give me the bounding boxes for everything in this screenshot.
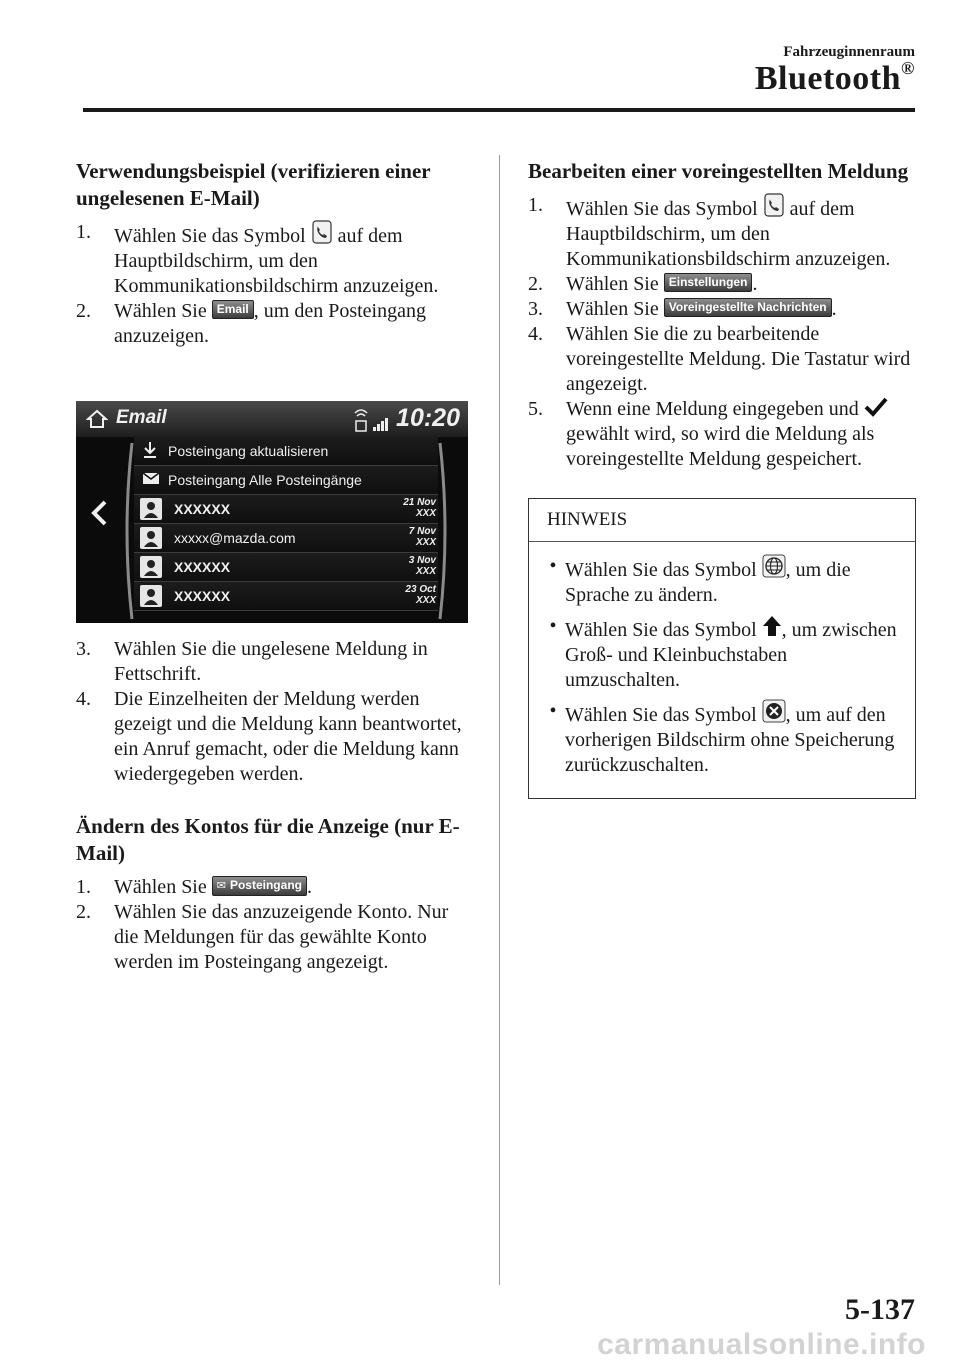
- steps-change-account: [76, 875, 468, 975]
- table-row[interactable]: [134, 553, 438, 582]
- person-icon: [140, 585, 162, 607]
- chapter-title-text: Bluetooth: [754, 60, 902, 97]
- message-date-text: 7 Nov: [408, 526, 436, 537]
- step-text-post: auf dem Hauptbildschirm, um den Kommunikationsbildschirm anzuzeigen.: [114, 225, 439, 297]
- avatar: [140, 585, 162, 607]
- screen-frame-right: [438, 441, 452, 621]
- step-item: [76, 220, 468, 299]
- bullet-text: [565, 554, 907, 608]
- email-screen-illustration: [76, 401, 468, 623]
- message-date-sub: XXX: [415, 508, 436, 519]
- shift-arrow-icon: [762, 614, 782, 638]
- step-text-pre: Wählen Sie das Symbol: [114, 225, 306, 247]
- step-item: [76, 299, 468, 349]
- phone-icon: [763, 193, 785, 217]
- note-bullet: [541, 614, 907, 693]
- home-icon: [86, 409, 108, 429]
- step-item: [76, 687, 468, 787]
- step-text: Die Einzelheiten der Meldung werden gezeigt und die Meldung kann beantwortet, ein Anruf gemacht, oder die Meldung kann wiedergegeben werden.: [114, 688, 462, 785]
- bullet-text-post: , um auf den vorherigen Bildschirm ohne Speicherung zurückzuschalten.: [565, 704, 895, 776]
- step-text-pre: Wählen Sie: [114, 300, 207, 322]
- envelope-icon: ✉: [216, 880, 226, 892]
- person-icon: [140, 498, 162, 520]
- bullet-text-pre: Wählen Sie das Symbol: [565, 559, 757, 581]
- step-item: [528, 322, 920, 397]
- list-item-label: Posteingang Alle Posteingänge: [168, 472, 362, 488]
- note-bullet: [541, 554, 907, 608]
- message-date-text: 3 Nov: [408, 555, 436, 566]
- message-date-sub: XXX: [415, 566, 436, 577]
- message-sender: XXXXXX: [174, 559, 231, 575]
- download-icon: [142, 441, 158, 459]
- step-text-pre: Wählen Sie das Symbol: [566, 198, 758, 220]
- settings-button-image: Einstellungen: [664, 273, 753, 292]
- step-text-post: .: [831, 298, 837, 320]
- step-number: 2.: [528, 273, 543, 295]
- step-number: 3.: [528, 298, 543, 320]
- note-body: [529, 542, 915, 798]
- step-text-pre: Wählen Sie: [566, 273, 659, 295]
- inbox-button-label: Posteingang: [229, 878, 302, 892]
- step-item: [528, 193, 920, 272]
- person-icon: [140, 556, 162, 578]
- avatar: [140, 556, 162, 578]
- note-box: [528, 498, 916, 799]
- steps-verify-email: [76, 220, 468, 349]
- watermark: carmanualsonline.info: [597, 1328, 926, 1361]
- message-date: [409, 526, 436, 548]
- section-heading-edit-preset: Bearbeiten einer voreingestellten Meldung: [528, 159, 909, 183]
- message-date: [405, 584, 436, 606]
- step-text: [114, 875, 468, 900]
- message-sender: xxxxx@mazda.com: [174, 530, 296, 546]
- list-item[interactable]: [134, 437, 438, 466]
- step-number: 1.: [76, 221, 91, 243]
- email-button-image: Email: [212, 300, 254, 319]
- message-sender: XXXXXX: [174, 501, 231, 517]
- step-number: 3.: [76, 638, 91, 660]
- list-item-label: Posteingang aktualisieren: [168, 443, 329, 459]
- step-text: [114, 220, 468, 299]
- step-text: [566, 272, 920, 297]
- inbox-list: [134, 437, 438, 623]
- message-date-text: 23 Oct: [405, 584, 436, 595]
- page-number: 5-137: [845, 1293, 915, 1326]
- step-text-post: .: [306, 876, 312, 898]
- screen-clock: 10:20: [396, 404, 460, 432]
- bullet-text-post: , um die Sprache zu ändern.: [565, 559, 851, 606]
- left-column: [76, 158, 468, 975]
- signal-status-icon: [351, 405, 391, 435]
- message-date: [403, 497, 436, 519]
- table-row[interactable]: [134, 495, 438, 524]
- bullet-text: [565, 699, 907, 778]
- message-date-sub: XXX: [415, 595, 436, 606]
- step-number: 1.: [76, 876, 91, 898]
- step-text: Wählen Sie die zu bearbeitende voreingestellte Meldung. Die Tastatur wird angezeigt.: [566, 323, 911, 395]
- globe-icon: [762, 554, 786, 578]
- step-text-pre: Wenn eine Meldung eingegeben und: [566, 398, 859, 420]
- bullet-text-post: , um zwischen Groß- und Kleinbuchstaben umzuschalten.: [565, 619, 897, 691]
- step-text: [566, 397, 920, 472]
- message-date-sub: XXX: [415, 537, 436, 548]
- inbox-button-image: [212, 876, 307, 896]
- step-number: 2.: [76, 300, 91, 322]
- screen-frame-left: [120, 441, 134, 621]
- step-text-post: gewählt wird, so wird die Meldung als voreingestellte Meldung gespeichert.: [566, 423, 875, 470]
- bullet-dot: •: [549, 700, 557, 722]
- table-row[interactable]: [134, 524, 438, 553]
- step-text-post: , um den Posteingang anzuzeigen.: [114, 300, 426, 347]
- steps-after-screen: [76, 637, 468, 787]
- avatar: [140, 498, 162, 520]
- person-icon: [140, 527, 162, 549]
- step-text: [566, 193, 920, 272]
- note-bullet: [541, 699, 907, 778]
- screen-title: Email: [116, 407, 167, 428]
- right-column: [528, 158, 920, 799]
- step-text-pre: Wählen Sie: [114, 876, 207, 898]
- bullet-dot: •: [549, 615, 557, 637]
- section-heading-verify-email: Verwendungsbeispiel (verifizieren einer ungelesenen E-Mail): [76, 159, 431, 210]
- step-text: Wählen Sie die ungelesene Meldung in Fettschrift.: [114, 638, 428, 685]
- step-item: [76, 875, 468, 900]
- bullet-dot: •: [549, 555, 557, 577]
- step-text-post: auf dem Hauptbildschirm, um den Kommunikationsbildschirm anzuzeigen.: [566, 198, 891, 270]
- table-row[interactable]: [134, 582, 438, 611]
- step-number: 2.: [76, 901, 91, 923]
- checkmark-icon: [864, 397, 888, 417]
- step-item: [528, 397, 920, 472]
- step-text: [114, 299, 468, 349]
- phone-icon: [311, 220, 333, 244]
- message-date-text: 21 Nov: [403, 497, 436, 508]
- chapter-title: [755, 58, 915, 98]
- bullet-text-pre: Wählen Sie das Symbol: [565, 704, 757, 726]
- step-text-post: .: [752, 273, 758, 295]
- step-number: 1.: [528, 194, 543, 216]
- preset-messages-button-image: Voreingestellte Nachrichten: [664, 298, 832, 317]
- back-chevron-icon[interactable]: [90, 499, 108, 527]
- header-rule: [83, 108, 915, 112]
- section-heading-change-account: Ändern des Kontos für die Anzeige (nur E-Mail): [76, 814, 460, 865]
- note-heading: HINWEIS: [529, 499, 915, 542]
- steps-edit-preset: [528, 193, 920, 472]
- step-item: [528, 272, 920, 297]
- envelope-icon: [142, 470, 160, 486]
- step-text: [566, 297, 920, 322]
- step-number: 5.: [528, 398, 543, 420]
- step-text: Wählen Sie das anzuzeigende Konto. Nur die Meldungen für das gewählte Konto werden im Posteingang angezeigt.: [114, 901, 449, 973]
- message-sender: XXXXXX: [174, 588, 231, 604]
- column-divider: [499, 155, 500, 1285]
- bullet-text: [565, 614, 907, 693]
- avatar: [140, 527, 162, 549]
- step-number: 4.: [528, 323, 543, 345]
- bullet-text-pre: Wählen Sie das Symbol: [565, 619, 757, 641]
- step-item: [76, 637, 468, 687]
- step-number: 4.: [76, 688, 91, 710]
- step-item: [528, 297, 920, 322]
- message-date: [409, 555, 436, 577]
- registered-mark: ®: [901, 58, 915, 78]
- step-text-pre: Wählen Sie: [566, 298, 659, 320]
- step-item: [76, 900, 468, 975]
- section-label: Fahrzeuginnenraum: [783, 44, 915, 60]
- list-item[interactable]: [134, 466, 438, 495]
- close-icon: [762, 699, 786, 723]
